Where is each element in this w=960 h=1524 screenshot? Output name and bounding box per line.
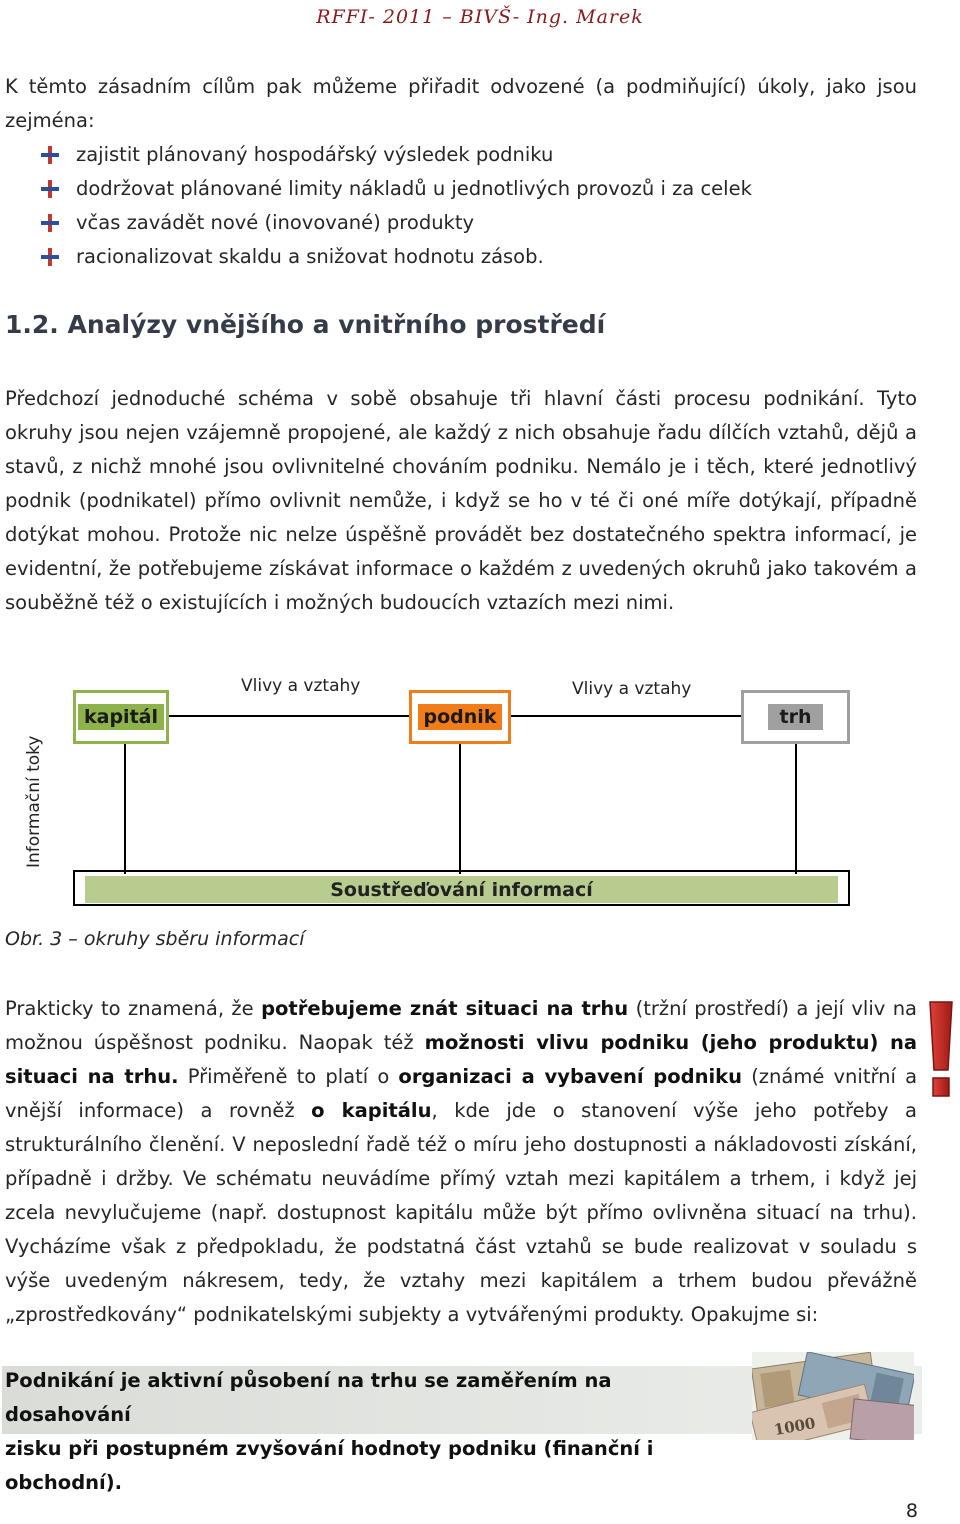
relation-label-right: Vlivy a vztahy	[572, 679, 692, 699]
bold-run: možnosti vlivu podniku (jeho produktu) na situaci na trhu.	[5, 1031, 917, 1088]
summary-text	[5, 1364, 725, 1500]
box-kapital-label: kapitál	[78, 704, 164, 730]
side-label: Informační toky	[24, 735, 44, 868]
bullet-icon	[40, 179, 60, 199]
list-item	[40, 240, 920, 274]
bullet-list	[40, 138, 920, 274]
bullet-text: včas zavádět nové (inovované) produkty	[76, 211, 475, 234]
box-podnik	[409, 690, 511, 744]
bullet-text: zajistit plánovaný hospodářský výsledek podniku	[76, 143, 554, 166]
summary-line: zisku při postupném zvyšování hodnoty podniku (finanční i obchodní).	[5, 1437, 654, 1494]
bullet-text: racionalizovat skaldu a snižovat hodnotu zásob.	[76, 245, 544, 268]
paragraph-practical	[5, 992, 917, 1332]
connector-line	[168, 715, 410, 717]
bold-run: potřebujeme znát situaci na trhu	[261, 997, 629, 1020]
bold-run: organizaci a vybavení podniku	[398, 1065, 743, 1088]
box-kapital	[73, 690, 169, 744]
box-trh	[741, 690, 850, 744]
relation-label-left: Vlivy a vztahy	[241, 676, 361, 696]
paragraph-main: Předchozí jednoduché schéma v sobě obsahuje tři hlavní části procesu podnikání. Tyto okruhy jsou nejen vzájemně propojené, ale každý z nich obsahuje řadu dílčích vztahů, dějů a stavů, z nichž mnohé jsou ovlivnitelné chováním podniku. Nemálo je i těch, které jednotlivý podnik (podnikatel) přímo ovlivnit nemůže, i když se ho v té či oné míře dotýkají, případně dotýkat mohou. Protože nic nelze úspěšně provádět bez dostatečného spektra informací, je evidentní, že potřebujeme získávat informace o každém z uvedených okruhů jako takovém a souběžně též o existujících i možných budoucích vztazích mezi nimi.	[5, 387, 917, 614]
bullet-icon	[40, 145, 60, 165]
box-podnik-label: podnik	[418, 704, 503, 730]
figure-caption: Obr. 3 – okruhy sběru informací	[5, 928, 305, 950]
text-run: Přiměřeně to platí o	[178, 1065, 399, 1088]
list-item	[40, 138, 920, 172]
list-item	[40, 206, 920, 240]
bold-run: o kapitálu	[311, 1099, 432, 1122]
connector-line	[124, 744, 126, 874]
page-number: 8	[905, 1500, 918, 1522]
page-header: RFFI- 2011 – BIVŠ- Ing. Marek	[316, 6, 644, 28]
bullet-icon	[40, 213, 60, 233]
text-run: (tržní prostředí) a její vliv na možnou úspěšnost podniku. Naopak též	[5, 997, 918, 1054]
summary-line: Podnikání je aktivní působení na trhu se zaměřením na dosahování	[5, 1369, 612, 1426]
diagram-information-flows	[0, 660, 960, 960]
box-bottom	[73, 870, 850, 906]
box-trh-label: trh	[768, 704, 824, 730]
box-bottom-label: Soustřeďování informací	[85, 876, 838, 903]
banknote-value: 1000	[772, 1414, 817, 1440]
intro-paragraph: K těmto zásadním cílům pak můžeme přiřadit odvozené (a podmiňující) úkoly, jako jsou zejména:	[5, 75, 917, 132]
connector-line	[510, 715, 743, 717]
text-run: Prakticky to znamená, že	[5, 997, 262, 1020]
text-run: , kde jde o stanovení výše jeho potřeby a strukturálního členění. V neposlední řadě též o míru jeho dostupnosti a nákladovosti získání, případně i držby. Ve schématu neuvádíme přímý vztah mezi kapitálem a trhem, i když jej zcela nevylučujeme (např. dostupnost kapitálu může být přímo ovlivněna situací na trhu). Vycházíme však z předpokladu, že podstatná část vztahů se bude realizovat v souladu s výše uvedeným nákresem, tedy, že vztahy mezi kapitálem a trhem budou převážně „zprostředkovány“ podnikatelskými subjekty a vytvářenými produkty. Opakujme si:	[5, 1099, 917, 1326]
bullet-text: dodržovat plánované limity nákladů u jednotlivých provozů i za celek	[76, 177, 752, 200]
exclamation-icon	[926, 1000, 956, 1100]
section-heading: 1.2. Analýzy vnějšího a vnitřního prostředí	[5, 310, 606, 339]
banknotes-image	[752, 1352, 914, 1440]
text-run: (známé vnitřní a vnější informace) a rovněž	[5, 1065, 918, 1122]
connector-line	[795, 744, 797, 874]
bullet-icon	[40, 247, 60, 267]
list-item	[40, 172, 920, 206]
connector-line	[459, 744, 461, 874]
